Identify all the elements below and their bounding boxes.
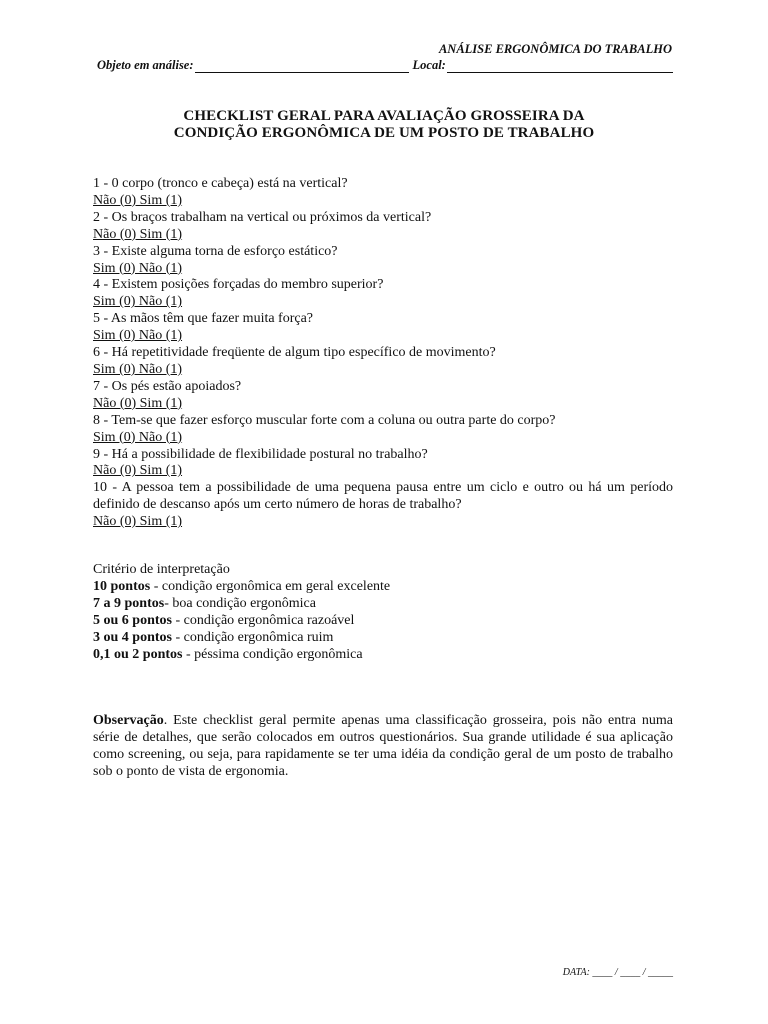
- object-blank-line: [195, 60, 409, 73]
- question-text: 4 - Existem posições forçadas do membro superior?: [93, 277, 384, 293]
- local-label: Local:: [412, 58, 446, 72]
- question-list: [93, 176, 673, 531]
- criteria-score: 7 a 9 pontos: [93, 595, 165, 611]
- question-text: 6 - Há repetitividade freqüente de algum tipo específico de movimento?: [93, 345, 496, 361]
- interpretation-criteria: [93, 562, 673, 663]
- object-label: Objeto em análise:: [97, 58, 194, 72]
- criteria-score: 3 ou 4 pontos: [93, 629, 172, 645]
- criteria-description: - boa condição ergonômica: [164, 595, 316, 611]
- question-text: 10 - A pessoa tem a possibilidade de uma pequena pausa entre um ciclo e outro ou há um período definido de descanso após um certo número de horas de trabalho?: [93, 480, 673, 513]
- criteria-description: - condição ergonômica razoável: [171, 612, 355, 628]
- criteria-heading: Critério de interpretação: [93, 562, 230, 577]
- local-blank-line: [447, 60, 673, 73]
- date-field: DATA: ____ / ____ / _____: [562, 967, 673, 978]
- question-options: Não (0) Sim (1): [93, 463, 183, 479]
- question-text: 7 - Os pés estão apoiados?: [93, 378, 242, 394]
- header-fields: [97, 58, 673, 73]
- question-item: [93, 176, 673, 210]
- criteria-score: 0,1 ou 2 pontos: [93, 646, 183, 662]
- question-item: [93, 277, 673, 311]
- question-options: Sim (0) Não (1): [93, 328, 183, 344]
- question-options: Não (0) Sim (1): [93, 226, 183, 242]
- question-text: 3 - Existe alguma torna de esforço estático?: [93, 243, 338, 259]
- question-options: Não (0) Sim (1): [93, 395, 183, 411]
- question-text: 1 - 0 corpo (tronco e cabeça) está na vertical?: [93, 176, 348, 191]
- question-text: 5 - As mãos têm que fazer muita força?: [93, 311, 314, 327]
- criteria-item: [93, 613, 673, 630]
- question-options: Sim (0) Não (1): [93, 361, 183, 377]
- question-item: [93, 413, 673, 447]
- question-text: 2 - Os braços trabalham na vertical ou próximos da vertical?: [93, 209, 432, 225]
- question-text: 9 - Há a possibilidade de flexibilidade postural no trabalho?: [93, 446, 428, 462]
- criteria-item: [93, 579, 673, 596]
- title-line-2: CONDIÇÃO ERGONÔMICA DE UM POSTO DE TRABALHO: [173, 125, 595, 141]
- criteria-score: 10 pontos: [93, 578, 151, 594]
- question-item: [93, 480, 673, 531]
- criteria-score: 5 ou 6 pontos: [93, 612, 172, 628]
- criteria-item: [93, 647, 673, 664]
- question-text: 8 - Tem-se que fazer esforço muscular forte com a coluna ou outra parte do corpo?: [93, 412, 556, 428]
- criteria-description: - condição ergonômica ruim: [171, 629, 334, 645]
- question-item: [93, 311, 673, 345]
- title-line-1: CHECKLIST GERAL PARA AVALIAÇÃO GROSSEIRA DA: [183, 108, 585, 124]
- observation-text: . Este checklist geral permite apenas uma classificação grosseira, pois não entra numa série de detalhes, que serão colocados em outros questionários. Sua grande utilidade é sua aplicação como screening, ou seja, para rapidamente se ter uma idéia da condição geral de um posto de trabalho sob o ponto de vista de ergonomia.: [93, 713, 673, 779]
- criteria-item: [93, 630, 673, 647]
- question-item: [93, 447, 673, 481]
- question-item: [93, 379, 673, 413]
- question-options: Sim (0) Não (1): [93, 294, 183, 310]
- document-title: [0, 108, 768, 142]
- question-item: [93, 345, 673, 379]
- question-options: Não (0) Sim (1): [93, 192, 183, 208]
- observation-label: Observação: [93, 713, 164, 728]
- question-item: [93, 244, 673, 278]
- question-options: Não (0) Sim (1): [93, 514, 183, 530]
- observation-paragraph: [93, 713, 673, 781]
- criteria-item: [93, 596, 673, 613]
- criteria-description: - péssima condição ergonômica: [182, 646, 363, 662]
- criteria-description: - condição ergonômica em geral excelente: [150, 578, 391, 594]
- header-title: ANÁLISE ERGONÔMICA DO TRABALHO: [438, 42, 672, 56]
- question-options: Sim (0) Não (1): [93, 260, 183, 276]
- question-options: Sim (0) Não (1): [93, 429, 183, 445]
- question-item: [93, 210, 673, 244]
